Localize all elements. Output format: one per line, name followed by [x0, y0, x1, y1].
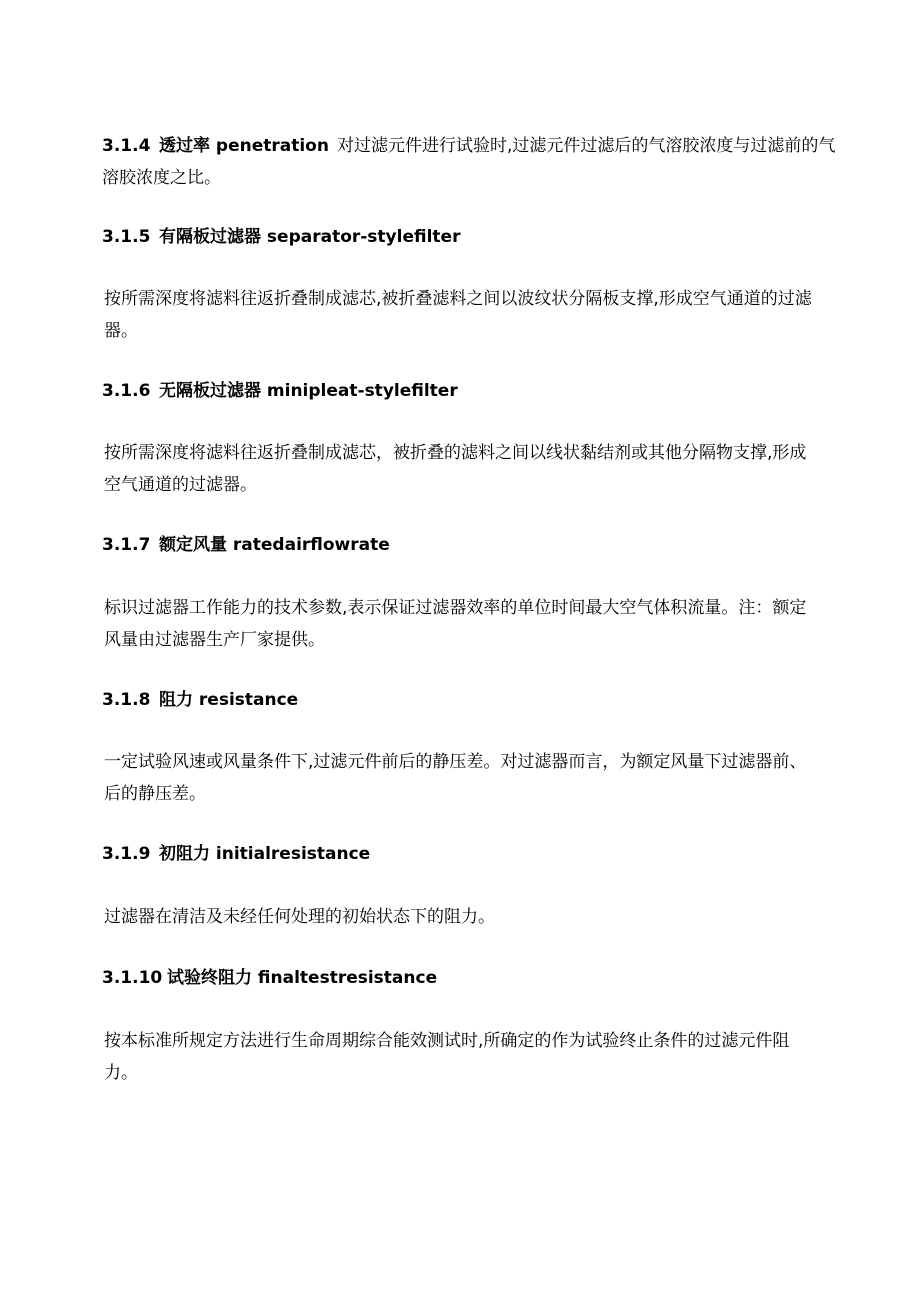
section-term: 无隔板过滤器 minipleat-stylefilter: [159, 381, 458, 401]
section-term: 透过率 penetration: [159, 136, 329, 156]
section-3-1-6-heading: [102, 380, 458, 402]
section-3-1-10-heading: [102, 967, 437, 989]
section-number: 3.1.9: [102, 844, 151, 864]
section-3-1-7-heading: [102, 534, 390, 556]
section-3-1-8-body-line-1: 一定试验风速或风量条件下,过滤元件前后的静压差。对过滤器而言，为额定风量下过滤器前、: [104, 752, 807, 772]
section-3-1-9-body-line-1: 过滤器在清洁及未经任何处理的初始状态下的阻力。: [104, 907, 495, 927]
section-number: 3.1.4: [102, 136, 151, 156]
section-term: 有隔板过滤器 separator-stylefilter: [159, 227, 461, 247]
section-number: 3.1.8: [102, 690, 151, 710]
section-3-1-9-heading: [102, 843, 370, 865]
section-3-1-4-continuation: 溶胶浓度之比。: [102, 168, 221, 188]
section-3-1-5-body-line-2: 器。: [104, 321, 138, 341]
section-number: 3.1.6: [102, 381, 151, 401]
section-term: 阻力 resistance: [159, 690, 299, 710]
section-number: 3.1.10: [102, 968, 163, 988]
section-term: 试验终阻力 finaltestresistance: [167, 968, 438, 988]
section-number: 3.1.7: [102, 535, 151, 555]
section-3-1-7-body-line-2: 风量由过滤器生产厂家提供。: [104, 630, 325, 650]
section-definition: 对过滤元件进行试验时,过滤元件过滤后的气溶胶浓度与过滤前的气: [336, 136, 836, 156]
section-3-1-5-heading: [102, 226, 460, 248]
section-term: 额定风量 ratedairflowrate: [159, 535, 390, 555]
section-3-1-7-body-line-1: 标识过滤器工作能力的技术参数,表示保证过滤器效率的单位时间最大空气体积流量。注：额定: [104, 598, 807, 618]
section-3-1-8-heading: [102, 689, 298, 711]
section-3-1-8-body-line-2: 后的静压差。: [104, 784, 206, 804]
section-3-1-10-body-line-2: 力。: [104, 1063, 138, 1083]
section-3-1-10-body-line-1: 按本标准所规定方法进行生命周期综合能效测试时,所确定的作为试验终止条件的过滤元件阻: [104, 1031, 790, 1051]
section-3-1-4-heading-line: [102, 135, 835, 157]
section-number: 3.1.5: [102, 227, 151, 247]
section-term: 初阻力 initialresistance: [159, 844, 371, 864]
section-3-1-6-body-line-2: 空气通道的过滤器。: [104, 475, 257, 495]
section-3-1-6-body-line-1: 按所需深度将滤料往返折叠制成滤芯，被折叠的滤料之间以线状黏结剂或其他分隔物支撑,形成: [104, 443, 807, 463]
section-3-1-5-body-line-1: 按所需深度将滤料往返折叠制成滤芯,被折叠滤料之间以波纹状分隔板支撑,形成空气通道的过滤: [104, 289, 812, 309]
